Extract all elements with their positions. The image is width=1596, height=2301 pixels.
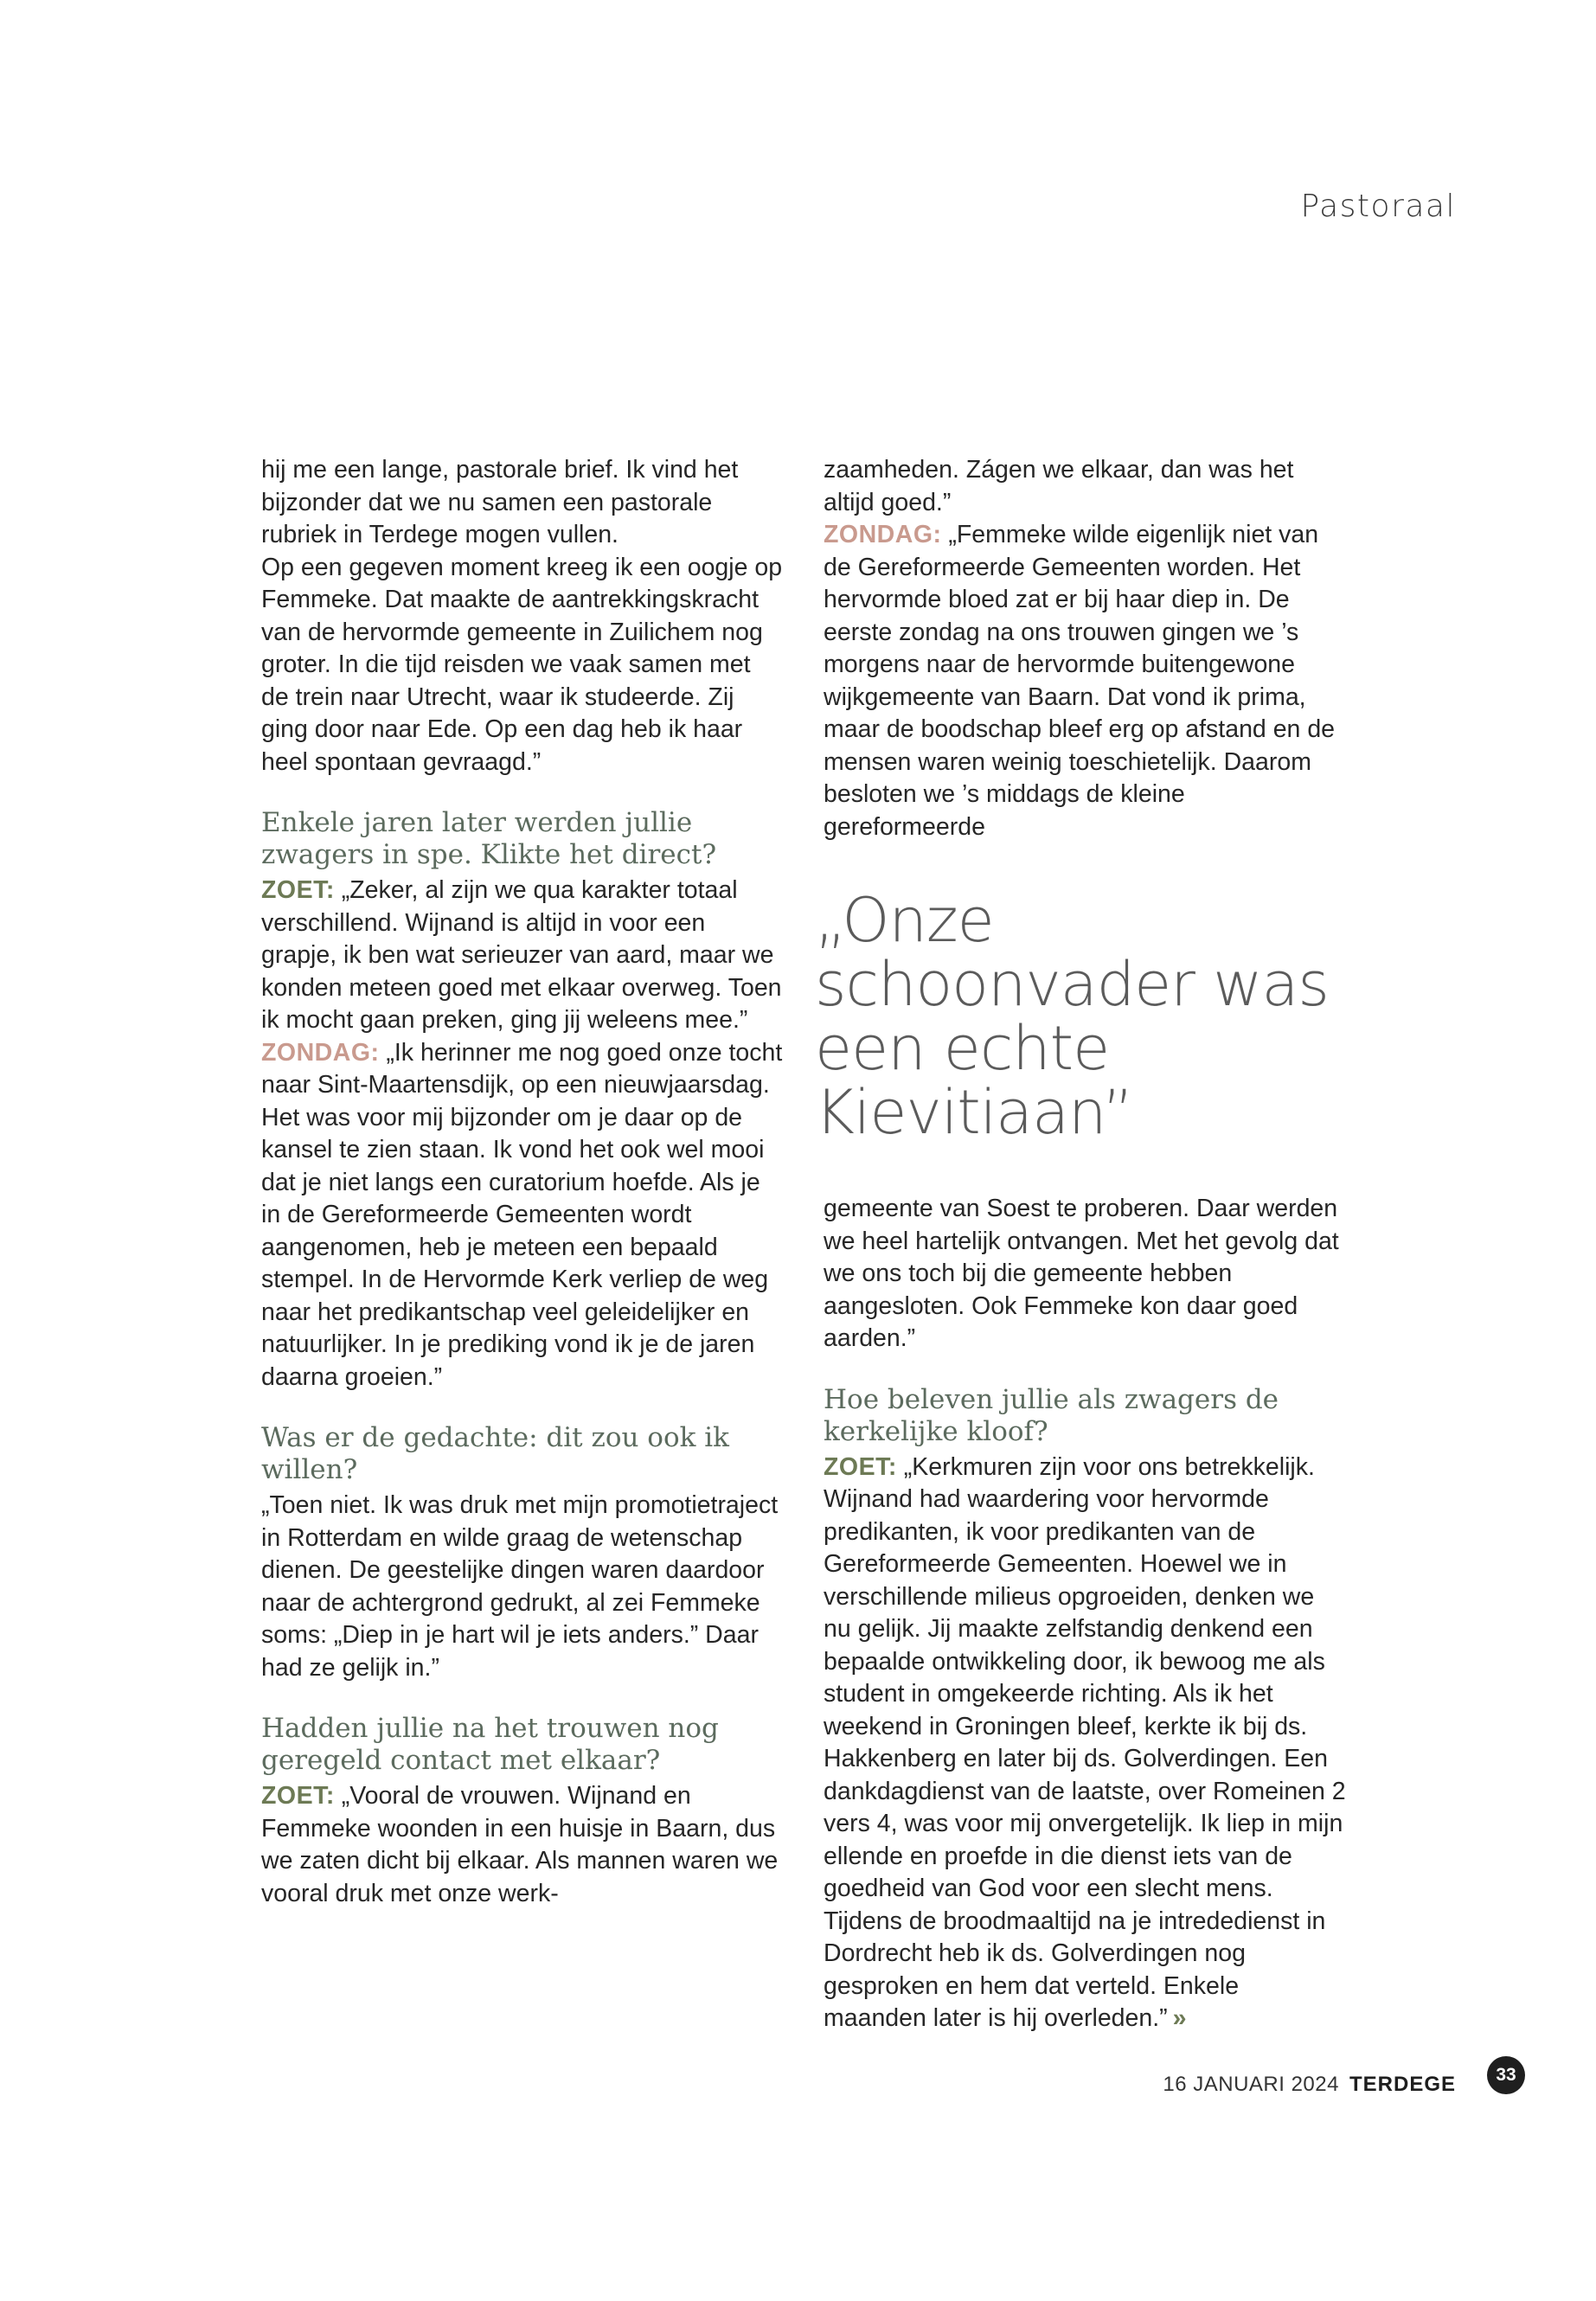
issue-date: 16 JANUARI 2024 (1163, 2073, 1339, 2096)
interview-question: Was er de gedachte: dit zou ook ik willen? (261, 1422, 729, 1485)
interview-question: Hadden jullie na het trouwen nog geregeld contact met elkaar? (261, 1713, 719, 1776)
answer-text: „Ik herinner me nog goed onze tocht naar Sint-Maartensdijk, op een nieuwjaarsdag. Het was voor mij bijzonder om je daar op de kansel te zien staan. Ik vond het ook wel mooi dat je niet langs een curatorium hoefde. Als je in de Gereformeerde Gemeenten wordt aangenomen, heb je meteen een bepaald stempel. In de Hervormde Kerk verliep de weg naar het predikantschap veel geleidelijker en natuurlijker. In je prediking vond ik je de jaren daarna groeien.” (261, 1038, 783, 1391)
magazine-name: TERDEGE (1349, 2073, 1456, 2096)
answer: „Toen niet. Ik was druk met mijn promotietraject in Rotterdam en wilde graag de wetenschap dienen. De geestelijke dingen waren daardoor naar de achtergrond gedrukt, al zei Femmeke soms: „Diep in je hart wil je iets anders.” Daar had ze gelijk in.” (261, 1491, 779, 1682)
answer (261, 1780, 785, 1910)
interview-question: Hoe beleven jullie als zwagers de kerkelijke kloof? (824, 1383, 1279, 1447)
interview-question: Enkele jaren later werden jullie zwagers in spe. Klikte het direct? (261, 807, 717, 870)
answer (261, 875, 785, 1037)
answer-text: „Kerkmuren zijn voor ons betrekkelijk. Wijnand had waardering voor hervormde predikanten, ik voor predikanten van de Gereformeerde Gemeenten. Hoewel we in verschillende milieus opgroeiden, denken we nu gelijk. Jij maakte zelfstandig denkend een bepaalde ontwikkeling door, ik bewoog me als student in omgekeerde richting. Als ik het weekend in Groningen bleef, kerkte ik bij ds. Hakkenberg en later bij ds. Golverdingen. Een dankdagdienst van de laatste, over Romeinen 2 vers 4, was voor mij onvergetelijk. Ik liep in mijn ellende en proefde in die dienst iets van de goedheid van God voor een slecht mens. Tijdens de broodmaaltijd na je intrededienst in Dordrecht heb ik ds. Golverdingen nog gesproken en hem dat verteld. Enkele maanden later is hij overleden.” (824, 1452, 1346, 2032)
answer (261, 1037, 785, 1394)
pull-quote: „Onze schoonvader was een echte Kievitiaan” (815, 885, 1329, 1148)
speaker-zondag: ZONDAG: (824, 521, 942, 548)
paragraph: zaamheden. Zágen we elkaar, dan was het altijd goed.” (824, 456, 1294, 516)
answer (824, 519, 1347, 843)
answer-text: „Femmeke wilde eigenlijk niet van de Gereformeerde Gemeenten worden. Het hervormde bloed zat er bij haar diep in. De eerste zondag na ons trouwen gingen we ’s morgens naar de hervormde buitengewone wijkgemeente van Baarn. Dat vond ik prima, maar de boodschap bleef erg op afstand en de mensen waren weinig toeschietelijk. Daarom besloten we ’s middags de kleine gereformeerde (824, 521, 1336, 841)
paragraph: Op een gegeven moment kreeg ik een oogje op Femmeke. Dat maakte de aantrekkingskracht van de hervormde gemeente in Zuilichem nog groter. In die tijd reisden we vaak samen met de trein naar Utrecht, waar ik studeerde. Zij ging door naar Ede. Op een dag heb ik haar heel spontaan gevraagd.” (261, 553, 783, 776)
speaker-zondag: ZONDAG: (261, 1038, 380, 1067)
section-label: Pastoraal (1300, 189, 1456, 224)
paragraph: gemeente van Soest te proberen. Daar werden we heel hartelijk ontvangen. Met het gevolg dat we ons toch bij die gemeente hebben aangesloten. Ook Femmeke kon daar goed aarden.” (824, 1195, 1339, 1352)
answer-text: „Vooral de vrouwen. Wijnand en Femmeke woonden in een huisje in Baarn, dus we zaten dicht bij elkaar. Als mannen waren we vooral druk met onze werk- (261, 1782, 779, 1907)
right-column (815, 454, 1347, 2035)
page-number-badge: 33 (1487, 2056, 1525, 2094)
speaker-zoet: ZOET: (261, 1782, 335, 1810)
speaker-zoet: ZOET: (261, 876, 335, 904)
paragraph: hij me een lange, pastorale brief. Ik vind het bijzonder dat we nu samen een pastorale rubriek in Terdege mogen vullen. (261, 456, 739, 548)
continue-arrow-icon: » (1172, 2004, 1187, 2032)
left-column (261, 454, 785, 1910)
answer-text: „Zeker, al zijn we qua karakter totaal verschillend. Wijnand is altijd in voor een grapje, ik ben wat serieuzer van aard, maar we konden meteen goed met elkaar overweg. Toen ik mocht gaan preken, ging jij weleens mee.” (261, 876, 782, 1034)
answer (824, 1452, 1347, 2035)
page-footer (1163, 2073, 1456, 2097)
speaker-zoet: ZOET: (824, 1452, 897, 1481)
